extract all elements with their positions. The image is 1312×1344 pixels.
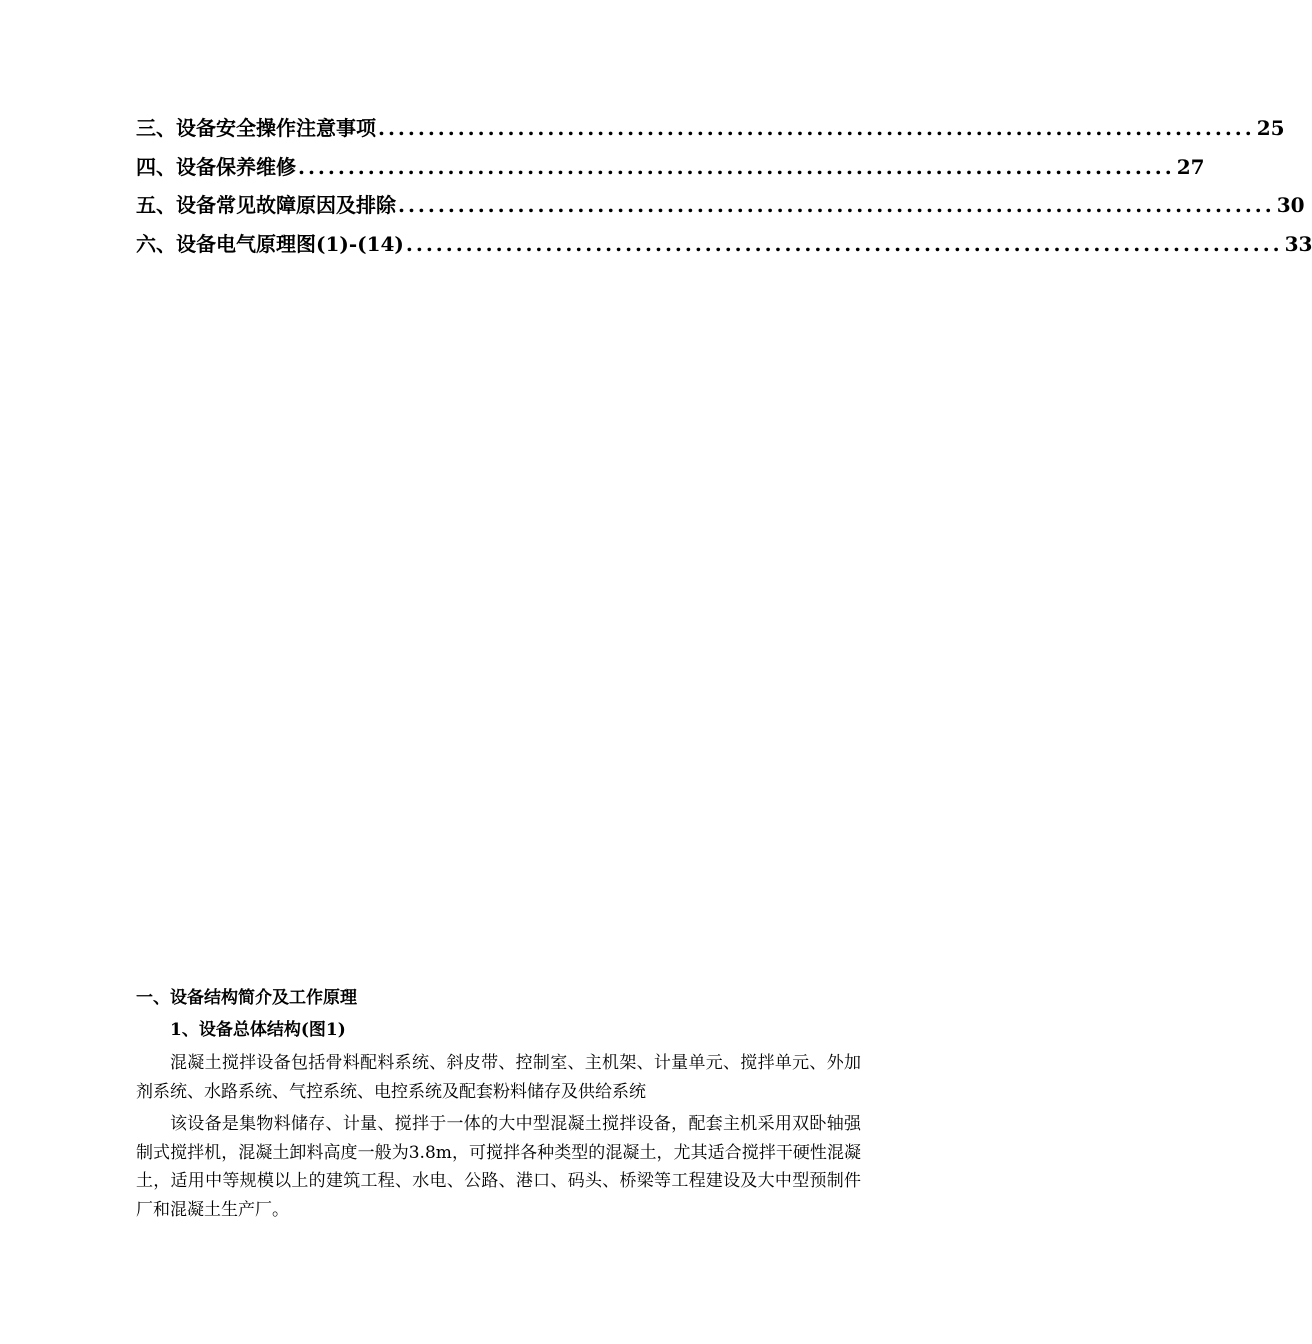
toc-entry-title: 三、设备安全操作注意事项 (136, 116, 376, 140)
table-of-contents (136, 112, 1312, 266)
section-subheading: 1、设备总体结构(图1) (170, 1020, 346, 1040)
toc-leader-dots: ........................................................................................ (298, 154, 1175, 179)
toc-leader-dots: ........................................................................................ (378, 116, 1255, 140)
toc-entry[interactable] (136, 112, 1285, 151)
toc-leader-dots: ........................................................................................ (398, 193, 1275, 217)
body-paragraph: 混凝土搅拌设备包括骨料配料系统、斜皮带、控制室、主机架、计量单元、搅拌单元、外加剂系统、水路系统、气控系统、电控系统及配套粉料储存及供给系统 (136, 1053, 861, 1102)
body-paragraph: 该设备是集物料储存、计量、搅拌于一体的大中型混凝土搅拌设备，配套主机采用双卧轴强制式搅拌机，混凝土卸料高度一般为3.8m，可搅拌各种类型的混凝土，尤其适合搅拌干硬性混凝土，适用中等规模以上的建筑工程、水电、公路、港口、码头、桥梁等工程建设及大中型预制件厂和混凝土生产厂。 (136, 1114, 861, 1220)
toc-leader-dots: ........................................................................................ (405, 231, 1283, 256)
toc-entry[interactable] (136, 228, 1312, 267)
section-heading: 一、设备结构简介及工作原理 (136, 988, 357, 1008)
toc-entry-page: 33 (1284, 231, 1312, 256)
toc-entry-page: 25 (1256, 116, 1285, 140)
toc-entry-title: 五、设备常见故障原因及排除 (136, 193, 396, 217)
toc-entry-page: 30 (1276, 193, 1305, 217)
toc-entry[interactable] (136, 151, 1205, 190)
toc-entry[interactable] (136, 189, 1305, 228)
toc-entry-page: 27 (1176, 154, 1205, 179)
section-body (136, 983, 861, 1224)
toc-entry-title: 四、设备保养维修 (136, 154, 296, 179)
toc-entry-title: 六、设备电气原理图(1)-(14) (136, 231, 404, 256)
